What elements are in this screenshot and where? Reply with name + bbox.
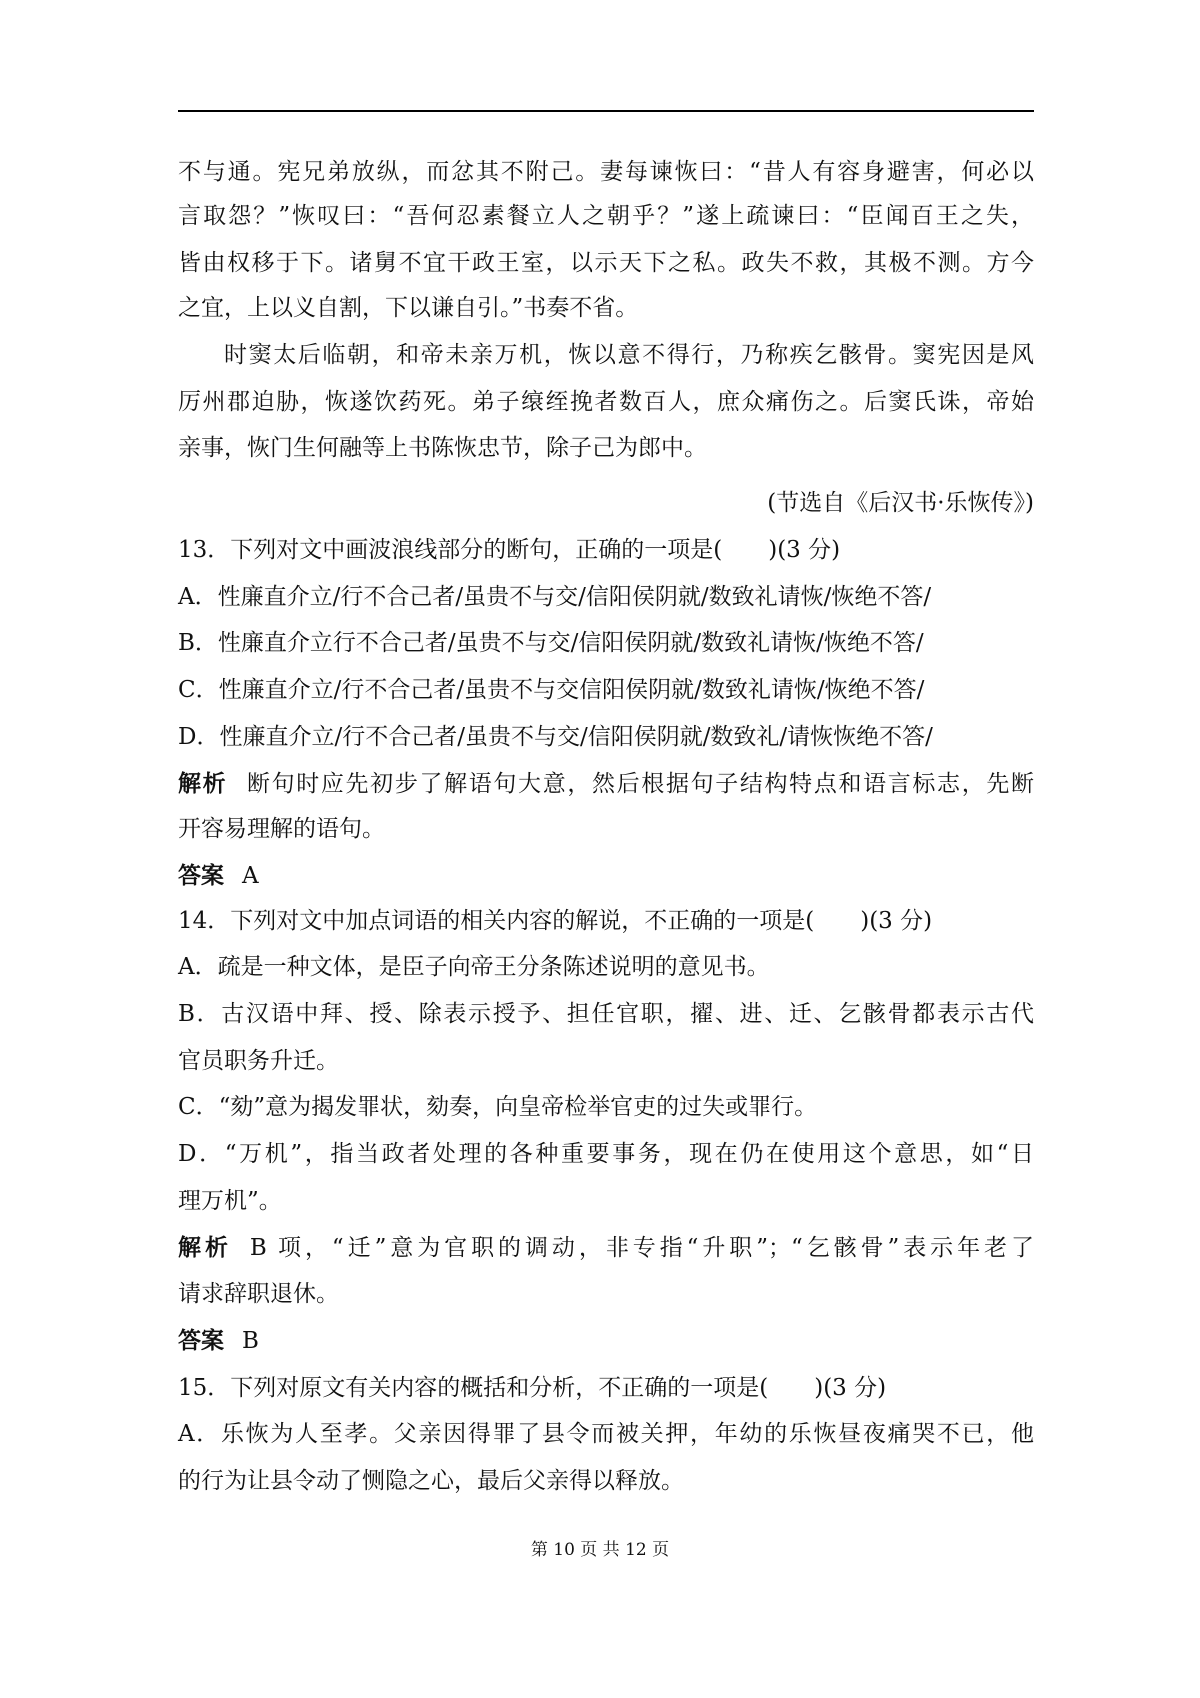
passage-line: 皆由权移于下。诸舅不宜干政王室，以示天下之私。政失不救，其极不测。方今 [178,250,1034,276]
answer-label: 答案 [178,1327,224,1354]
passage-line: 言取怨？”恢叹曰：“吾何忍素餐立人之朝乎？”遂上疏谏曰：“臣闻百王之失， [178,203,1034,229]
q14-option-b: B．古汉语中拜、授、除表示授予、担任官职，擢、进、迁、乞骸骨都表示古代 [178,1001,1034,1027]
q13-answer [178,861,1034,891]
q14-option-b-cont: 官员职务升迁。 [178,1048,339,1074]
answer-value: A [242,863,259,889]
passage-line: 亲事，恢门生何融等上书陈恢忠节，除子己为郎中。 [178,435,707,461]
analysis-text: 断句时应先初步了解语句大意，然后根据句子结构特点和语言标志，先断 [245,771,1035,797]
answer-value: B [242,1328,259,1354]
q14-option-d-cont: 理万机”。 [178,1188,282,1214]
answer-label: 答案 [178,862,224,889]
q14-analysis-cont: 请求辞职退休。 [178,1281,339,1307]
passage-paragraph-start: 时窦太后临朝，和帝未亲万机，恢以意不得行，乃称疾乞骸骨。窦宪因是风 [224,342,1034,368]
header-rule [178,110,1034,112]
q15-option-a: A．乐恢为人至孝。父亲因得罪了县令而被关押，年幼的乐恢昼夜痛哭不已，他 [178,1421,1034,1447]
q13-option-a: A．性廉直介立/行不合己者/虽贵不与交/信阳侯阴就/数致礼请恢/恢绝不答/ [178,584,932,610]
q13-analysis-cont: 开容易理解的语句。 [178,816,385,842]
analysis-text: B 项，“迁”意为官职的调动，非专指“升职”；“乞骸骨”表示年老了 [249,1235,1035,1261]
passage-line: 厉州郡迫胁，恢遂饮药死。弟子缞绖挽者数百人，庶众痛伤之。后窦氏诛，帝始 [178,389,1034,415]
q13-option-c: C．性廉直介立/行不合己者/虽贵不与交信阳侯阴就/数致礼请恢/恢绝不答/ [178,677,925,703]
analysis-label: 解析 [178,1234,232,1261]
passage-source: (节选自《后汉书·乐恢传》) [767,490,1034,516]
q13-stem: 13．下列对文中画波浪线部分的断句，正确的一项是( )(3 分) [178,537,841,563]
q14-stem: 14．下列对文中加点词语的相关内容的解说，不正确的一项是( )(3 分) [178,908,933,934]
q15-option-a-cont: 的行为让县令动了恻隐之心，最后父亲得以释放。 [178,1468,684,1494]
q13-option-b: B．性廉直介立行不合己者/虽贵不与交/信阳侯阴就/数致礼请恢/恢绝不答/ [178,630,924,656]
q14-answer [178,1326,1034,1356]
q14-option-d: D．“万机”，指当政者处理的各种重要事务，现在仍在使用这个意思，如“日 [178,1141,1034,1167]
analysis-label: 解析 [178,770,228,797]
page-footer: 第 10 页 共 12 页 [530,1540,670,1560]
q14-option-c: C．“劾”意为揭发罪状，劾奏，向皇帝检举官吏的过失或罪行。 [178,1094,818,1120]
q13-option-d: D．性廉直介立/行不合己者/虽贵不与交/信阳侯阴就/数致礼/请恢恢绝不答/ [178,724,933,750]
q15-stem: 15．下列对原文有关内容的概括和分析，不正确的一项是( )(3 分) [178,1375,887,1401]
passage-line: 不与通。宪兄弟放纵，而忿其不附己。妻每谏恢曰：“昔人有容身避害，何必以 [178,159,1034,185]
q14-analysis [178,1233,1034,1263]
q14-option-a: A．疏是一种文体，是臣子向帝王分条陈述说明的意见书。 [178,954,770,980]
q13-analysis [178,769,1034,799]
passage-line: 之宜，上以义自割，下以谦自引。”书奏不省。 [178,295,639,321]
